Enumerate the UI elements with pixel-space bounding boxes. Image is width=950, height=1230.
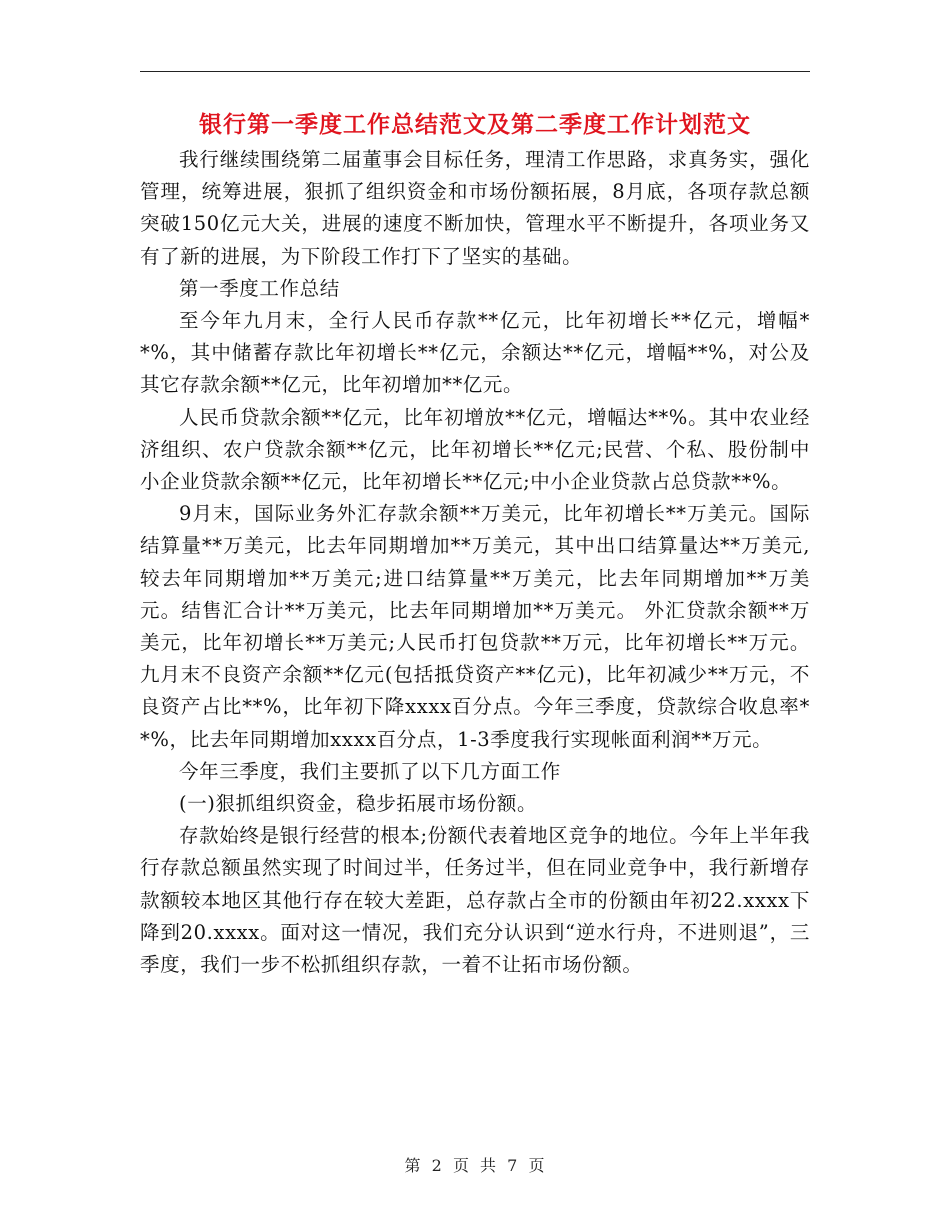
paragraph-intro: 我行继续围绕第二届董事会目标任务，理清工作思路，求真务实，强化管理，统筹进展，狠抓了组织资金和市场份额拓展，8月底，各项存款总额突破150亿元大关，进展的速度不断加快，管理水平不断提升，各项业务又有了新的进展，为下阶段工作打下了坚实的基础。 bbox=[140, 148, 810, 268]
paragraph-work-intro: 今年三季度，我们主要抓了以下几方面工作 bbox=[179, 759, 561, 783]
paragraph-international: 9月末，国际业务外汇存款余额**万美元，比年初增长**万美元。国际结算量**万美元，比去年同期增加**万美元，其中出口结算量达**万美元,较去年同期增加**万美元;进口结算量**万美元，比去年同期增加**万美元。结售汇合计**万美元，比去年同期增加**万美元。 外汇贷款余额**万美元，比年初增长**万美元;人民币打包贷款**万元，比年初增长**万元。 九月末不良资产余额**亿元(包括抵贷资产**亿元)，比年初减少**万元，不良资产占比**%，比年初下降xxxx百分点。今年三季度，贷款综合收息率**%，比去年同期增加xxxx百分点，1-3季度我行实现帐面利润**万元。 bbox=[140, 502, 810, 751]
paragraph-market-share: 存款始终是银行经营的根本;份额代表着地区竞争的地位。今年上半年我行存款总额虽然实现了时间过半，任务过半，但在同业竞争中，我行新增存款额较本地区其他行存在较大差距，总存款占全市的份额由年初22.xxxx下降到20.xxxx。面对这一情况，我们充分认识到“逆水行舟，不进则退”，三季度，我们一步不松抓组织存款，一着不让拓市场份额。 bbox=[140, 824, 810, 977]
footer-label-gong: 共 bbox=[480, 1156, 498, 1175]
footer-label-di: 第 bbox=[404, 1156, 422, 1175]
page-footer bbox=[0, 1153, 950, 1176]
footer-total-pages: 7 bbox=[507, 1156, 519, 1175]
paragraph-deposits: 至今年九月末，全行人民币存款**亿元，比年初增长**亿元，增幅**%，其中储蓄存款比年初增长**亿元，余额达**亿元，增幅**%，对公及其它存款余额**亿元，比年初增加**亿元。 bbox=[140, 309, 810, 397]
section-heading-q1-summary: 第一季度工作总结 bbox=[179, 276, 340, 300]
header-rule bbox=[140, 71, 810, 72]
footer-label-ye: 页 bbox=[452, 1156, 470, 1175]
document-title: 银行第一季度工作总结范文及第二季度工作计划范文 bbox=[199, 112, 751, 138]
document-body bbox=[140, 144, 810, 981]
footer-label-ye-end: 页 bbox=[528, 1156, 546, 1175]
subheading-funds: (一)狠抓组织资金，稳步拓展市场份额。 bbox=[179, 792, 538, 816]
footer-page-number: 2 bbox=[431, 1156, 443, 1175]
paragraph-loans: 人民币贷款余额**亿元，比年初增放**亿元，增幅达**%。其中农业经济组织、农户贷款余额**亿元，比年初增长**亿元;民营、个私、股份制中小企业贷款余额**亿元，比年初增长**亿元;中小企业贷款占总贷款**%。 bbox=[140, 405, 810, 494]
